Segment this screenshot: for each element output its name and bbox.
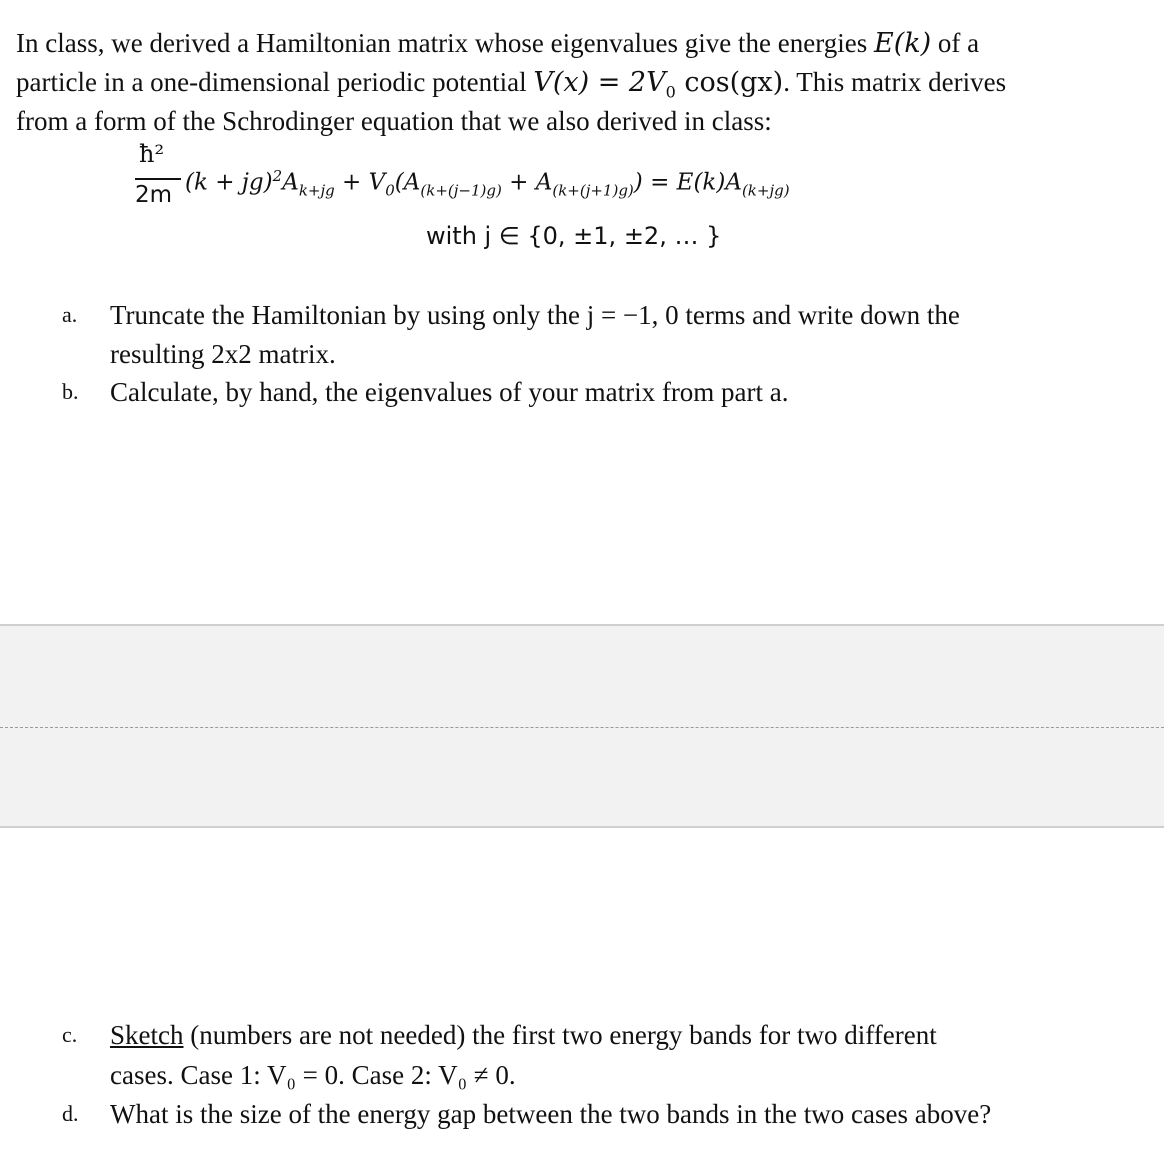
- question-a-line-1: Truncate the Hamiltonian by using only the j = −1, 0 terms and write down the: [110, 300, 960, 330]
- potential-cos: cos(gx): [675, 67, 784, 98]
- intro-line-3: [16, 102, 772, 140]
- intro-text-1b: of a: [931, 28, 980, 58]
- intro-text-2b: . This matrix derives: [783, 67, 1007, 97]
- eq-sub-3: (k+(j+1)g): [552, 181, 634, 200]
- sketch-underlined: Sketch: [110, 1020, 184, 1050]
- page-break-dashed-line: [0, 727, 1164, 728]
- page-break-band: [0, 624, 1164, 828]
- question-a-label: a.: [62, 302, 78, 327]
- eq-term-2: A: [282, 169, 299, 196]
- intro-text-1a: In class, we derived a Hamiltonian matrix whose eigenvalues give the energies: [16, 28, 874, 58]
- question-b-label: b.: [62, 379, 79, 404]
- eq-term-3: + V: [334, 169, 386, 196]
- intro-line-1: [16, 24, 979, 63]
- question-b-line-1: Calculate, by hand, the eigenvalues of your matrix from part a.: [110, 377, 789, 407]
- energy-symbol: E(k): [873, 28, 932, 59]
- eq-term-4: (A: [394, 169, 421, 196]
- question-c-line-1-rest: (numbers are not needed) the first two energy bands for two different: [183, 1020, 937, 1050]
- index-range: with j ∈ {0, ±1, ±2, … }: [426, 222, 722, 250]
- fraction-numerator: ħ²: [139, 140, 165, 168]
- question-d-line-1: What is the size of the energy gap between the two bands in the two cases above?: [110, 1099, 992, 1129]
- potential-formula: V(x) = 2V: [533, 67, 666, 98]
- eq-term-6: ) = E(k)A: [633, 169, 742, 196]
- eq-sub-v: 0: [385, 181, 395, 200]
- question-c-label: c.: [62, 1022, 78, 1047]
- intro-text-3: from a form of the Schrodinger equation that we also derived in class:: [16, 106, 772, 136]
- question-c-line-1: [110, 1016, 937, 1054]
- fraction-bar: [135, 178, 181, 180]
- question-a-line-2: resulting 2x2 matrix.: [110, 339, 336, 369]
- question-d-label: d.: [62, 1101, 79, 1126]
- eq-square: 2: [272, 167, 283, 185]
- potential-subscript: 0: [665, 82, 676, 102]
- eq-sub-1: k+jg: [298, 181, 335, 200]
- eq-sub-2: (k+(j−1)g): [420, 181, 502, 200]
- question-c-line-2: cases. Case 1: V₀ = 0. Case 2: V₀ ≠ 0.: [110, 1060, 516, 1090]
- eq-term-1: (k + jg): [185, 169, 273, 196]
- eq-term-5: + A: [501, 169, 553, 196]
- eq-sub-4: (k+jg): [741, 181, 790, 200]
- intro-text-2a: particle in a one-dimensional periodic potential: [16, 67, 534, 97]
- equation-body: [185, 167, 790, 199]
- fraction-denominator: 2m: [135, 182, 173, 208]
- schrodinger-equation: [133, 140, 1033, 220]
